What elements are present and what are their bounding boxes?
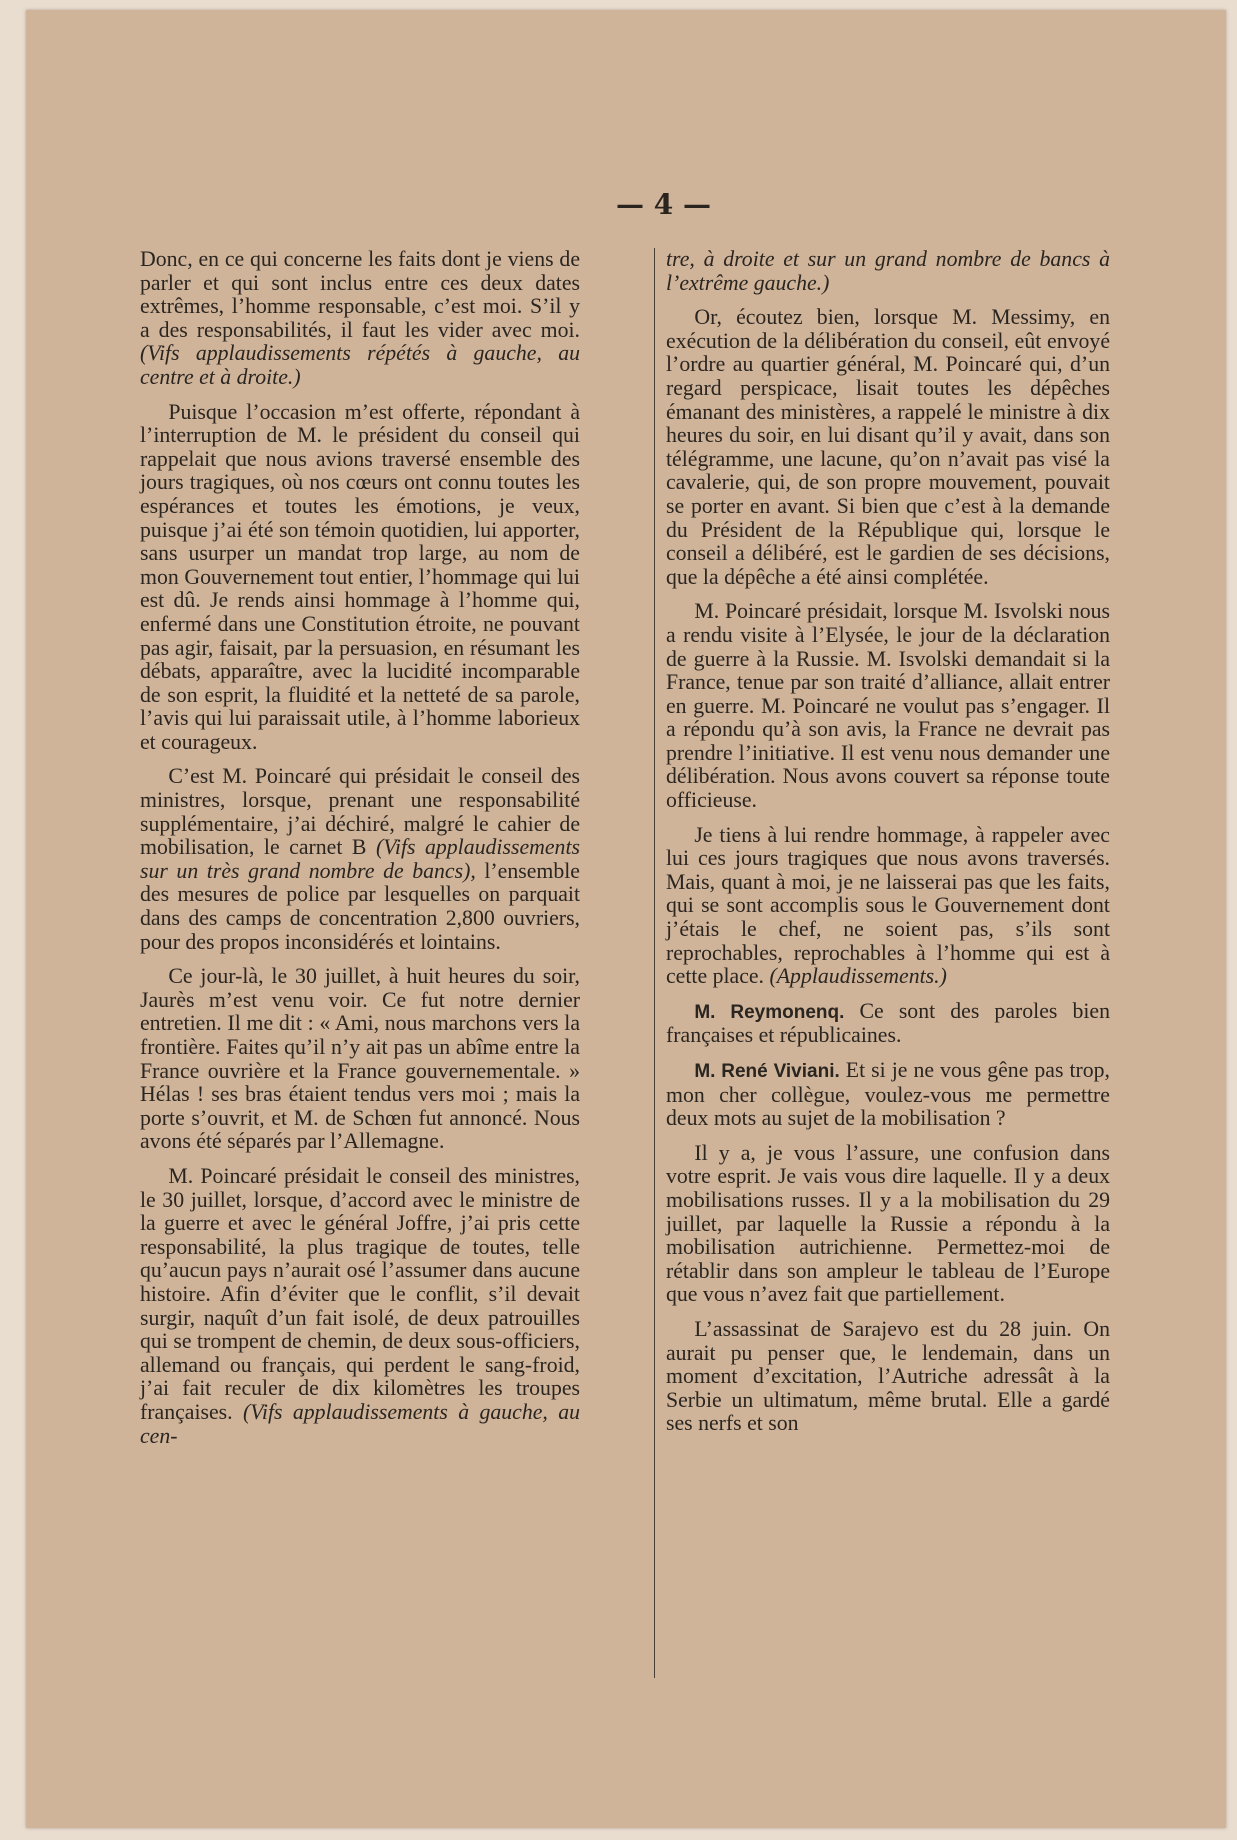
right-paragraph-2 [666,306,1110,589]
right-p6-text: Et si je ne vous gêne pas trop, mon cher collègue, voulez-vous me permettre deux mots au sujet de la mobilisation ? [666,1058,1111,1131]
right-p2-text: Or, écoutez bien, lorsque M. Messimy, en exécution de la délibération du conseil, eût envoyé l’ordre au quartier général, M. Poincaré qui, d’un regard perspicace, lisait toutes les dépêches émanant des ministères, a rappelé le ministre à dix heures du soir, en lui disant qu’il y avait, dans son télégramme, une lacune, qu’on n’avait pas visé la cavalerie, qui, de son propre mouvement, pouvait se porter en avant. Si bien que c’est à la demande du Président de la République qui, lorsque le conseil a délibéré, est le gardien de ses décisions, que la dépêche a été ainsi complétée. [666,305,1110,589]
right-p3-text: M. Poincaré présidait, lorsque M. Isvolski nous a rendu visite à l’Elysée, le jour de la déclaration de guerre à la Russie. M. Isvolski demandait si la France, tenue par son traité d’alliance, allait entrer en guerre. M. Poincaré ne voulut pas s’engager. Il a répondu qu’à son avis, la France ne devrait pas prendre l’initiative. Il est venu nous demander une délibération. Nous avons couvert sa réponse toute officieuse. [666,599,1110,813]
left-column [140,248,580,1459]
right-p8-text: L’assassinat de Sarajevo est du 28 juin. On aurait pu penser que, le lendemain, dans un moment d’excitation, l’Autriche adressât à la Serbie un ultimatum, même brutal. Elle a gardé ses nerfs et son [666,1316,1110,1436]
left-p3-text-a: C’est M. Poincaré qui présidait le conseil des ministres, lorsque, prenant une responsabilité supplémentaire, j’ai déchiré, malgré le cahier de mobilisation, le carnet B [140,764,580,860]
speaker-viviani: M. René Viviani. [694,1061,840,1082]
right-paragraph-5 [666,1000,1110,1048]
right-paragraph-1 [666,248,1110,295]
left-p1-text: Donc, en ce qui concerne les faits dont je viens de parler et qui sont inclus entre ces deux dates extrêmes, l’homme responsable, c’est moi. S’il y a des responsabilités, il faut les vider avec moi. [140,247,580,342]
right-p1-applause: tre, à droite et sur un grand nombre de bancs à l’extrême gauche.) [666,247,1110,295]
left-p3-applause: (Vifs applaudissements sur un très grand nombre de bancs), [140,835,580,883]
right-p7-text: Il y a, je vous l’assure, une confusion dans votre esprit. Je vais vous dire laquelle. Il y a deux mobilisations russes. Il y a la mobilisation du 29 juillet, par laquelle la Russie a répondu à la mobilisation autrichienne. Permettez-moi de rétablir dans son ampleur le tableau de l’Europe que vous n’avez fait que partiellement. [666,1140,1110,1307]
left-p2-text: Puisque l’occasion m’est offerte, répondant à l’interruption de M. le président du conseil qui rappelait que nous avions traversé ensemble des jours tragiques, où nos cœurs ont connu toutes les espérances et toutes les émotions, je veux, puisque j’ai été son témoin quotidien, lui apporter, sans usurper un mandat trop large, au nom de mon Gouvernement tout entier, l’hommage qui lui est dû. Je rends ainsi hommage à l’homme qui, enfermé dans une Constitution étroite, ne pouvant pas agir, faisait, par la persuasion, en résumant les débats, apparaître, avec la lucidité incomparable de son esprit, la fluidité et la netteté de sa parole, l’avis qui lui paraissait utile, à l’homme laborieux et courageux. [140,399,580,754]
right-paragraph-3 [666,600,1110,812]
right-paragraph-6 [666,1059,1110,1131]
left-p5-applause: (Vifs applaudissements à gauche, au cen- [140,1399,580,1448]
right-column [666,248,1110,1447]
left-paragraph-3 [140,765,580,954]
right-p4-applause: (Applaudissements.) [769,964,947,989]
document-page [26,10,1226,1828]
left-paragraph-1 [140,248,580,390]
left-p4-text: Ce jour-là, le 30 juillet, à huit heures du soir, Jaurès m’est venu voir. Ce fut notre dernier entretien. Il me dit : « Ami, nous marchons vers la frontière. Faites qu’il n’y ait pas un abîme entre la France ouvrière et la France gouvernementale. » Hélas ! ses bras étaient tendus vers moi ; mais la porte s’ouvrit, et M. de Schœn fut annoncé. Nous avons été séparés par l’Allemagne. [140,964,580,1154]
page-number: — 4 — [616,188,711,221]
left-p1-applause: (Vifs applaudissements répétés à gauche, au centre et à droite.) [140,341,580,389]
left-p3-text-b: l’ensemble des mesures de police par lesquelles on parquait dans des camps de concentration 2,800 ouvriers, pour des propos inconsidérés et lointains. [140,858,580,954]
right-paragraph-7 [666,1142,1110,1307]
right-p4-text: Je tiens à lui rendre hommage, à rappeler avec lui ces jours tragiques que nous avons traversés. Mais, quant à moi, je ne laisserai pas que les faits, qui se sont accomplis sous le Gouvernement dont j’étais le chef, ne soient pas, s’ils sont reprochables, reprochables à l’homme qui est à cette place. [666,822,1110,989]
right-p5-text: Ce sont des paroles bien françaises et républicaines. [666,998,1110,1048]
left-paragraph-5 [140,1165,580,1448]
left-paragraph-2 [140,401,580,755]
right-paragraph-4 [666,824,1110,989]
speaker-reymonenq: M. Reymonenq. [694,1001,845,1023]
left-paragraph-4 [140,965,580,1154]
left-p5-text: M. Poincaré présidait le conseil des ministres, le 30 juillet, lorsque, d’accord avec le ministre de la guerre et avec le général Joffre, j’ai pris cette responsabilité, la plus tragique de toutes, telle qu’aucun pays n’aurait osé l’assumer dans aucune histoire. Afin d’éviter que le conflit, s’il devait surgir, naquît d’un fait isolé, de deux patrouilles qui se trompent de chemin, de deux sous-officiers, allemand ou français, qui perdent le sang-froid, j’ai fait reculer de dix kilomètres les troupes françaises. [140,1163,580,1424]
right-paragraph-8 [666,1318,1110,1436]
column-divider [654,248,655,1678]
